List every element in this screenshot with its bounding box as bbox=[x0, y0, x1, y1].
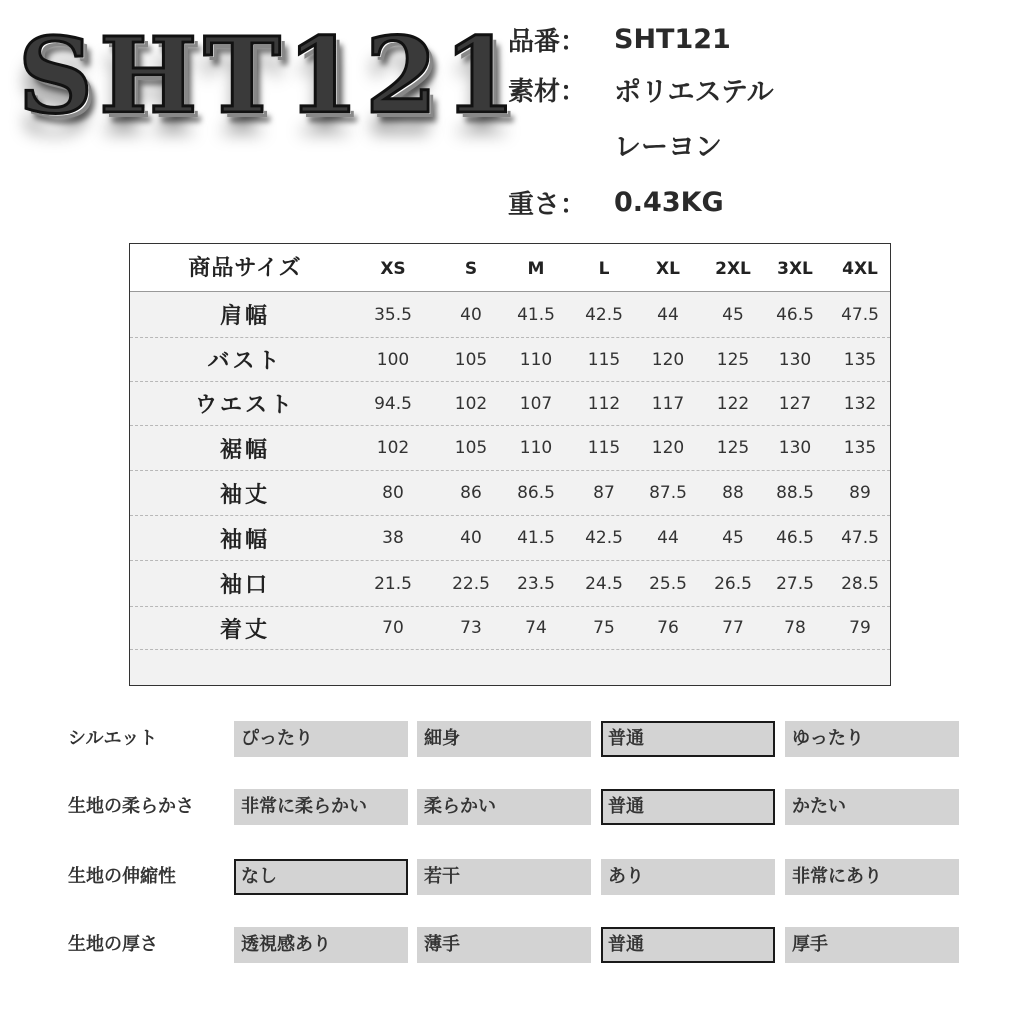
size-cell-4xl: 135 bbox=[843, 349, 877, 370]
size-cell-m: 23.5 bbox=[517, 573, 555, 594]
scale-option: 薄手 bbox=[417, 927, 591, 963]
product-no-value: SHT121 bbox=[614, 23, 731, 55]
size-table-header bbox=[130, 244, 890, 292]
size-cell-2xl: 77 bbox=[722, 618, 744, 638]
product-no-label: 品番： bbox=[508, 26, 587, 57]
scale-option: 非常に柔らかい bbox=[234, 789, 408, 825]
scale-option: かたい bbox=[785, 789, 959, 825]
size-cell-xs: 70 bbox=[382, 618, 404, 638]
scale-option: あり bbox=[601, 859, 775, 895]
table-row bbox=[130, 338, 890, 382]
size-cell-xs: 100 bbox=[376, 349, 410, 370]
scale-option: 非常にあり bbox=[785, 859, 959, 895]
scale-option-selected: 普通 bbox=[601, 927, 775, 963]
size-cell-m: 86.5 bbox=[517, 483, 555, 503]
scale-option-selected: 普通 bbox=[601, 721, 775, 757]
size-cell-l: 24.5 bbox=[585, 573, 623, 594]
table-row bbox=[130, 382, 890, 426]
size-cell-2xl: 88 bbox=[722, 483, 744, 503]
size-table bbox=[129, 243, 891, 686]
table-row bbox=[130, 426, 890, 471]
size-cell-3xl: 130 bbox=[778, 438, 812, 458]
size-cell-m: 110 bbox=[519, 438, 553, 458]
size-cell-3xl: 130 bbox=[778, 349, 812, 370]
spec-row-product-no bbox=[508, 14, 774, 64]
size-cell-s: 102 bbox=[454, 393, 488, 414]
weight-label: 重さ： bbox=[508, 189, 587, 220]
size-cell-3xl: 127 bbox=[778, 393, 812, 414]
size-row-label: バスト bbox=[207, 349, 283, 374]
size-cell-xl: 87.5 bbox=[649, 483, 687, 503]
size-cell-2xl: 45 bbox=[722, 304, 744, 325]
scale-row bbox=[0, 927, 1024, 963]
size-col-m: M bbox=[527, 259, 545, 279]
scale-row bbox=[0, 721, 1024, 757]
size-cell-3xl: 46.5 bbox=[776, 304, 814, 325]
size-cell-4xl: 79 bbox=[849, 618, 871, 638]
size-cell-4xl: 89 bbox=[849, 483, 871, 503]
size-cell-m: 74 bbox=[525, 618, 547, 638]
size-cell-3xl: 88.5 bbox=[776, 483, 814, 503]
size-cell-m: 110 bbox=[519, 349, 553, 370]
size-col-l: L bbox=[598, 259, 610, 279]
size-row-label: 袖幅 bbox=[219, 527, 270, 553]
scale-label: 生地の柔らかさ bbox=[68, 796, 194, 817]
size-header-label: 商品サイズ bbox=[188, 256, 302, 281]
size-cell-l: 42.5 bbox=[585, 304, 623, 325]
size-cell-xl: 120 bbox=[651, 438, 685, 458]
table-row bbox=[130, 607, 890, 650]
size-row-label: 袖口 bbox=[219, 573, 270, 598]
size-col-xl: XL bbox=[656, 259, 680, 279]
size-cell-l: 112 bbox=[587, 393, 621, 414]
size-cell-3xl: 46.5 bbox=[776, 528, 814, 548]
size-cell-xs: 21.5 bbox=[374, 573, 412, 594]
size-cell-4xl: 135 bbox=[843, 438, 877, 458]
scale-option-selected: 普通 bbox=[601, 789, 775, 825]
scale-label: シルエット bbox=[68, 728, 158, 749]
scale-label: 生地の伸縮性 bbox=[68, 866, 176, 887]
size-cell-3xl: 27.5 bbox=[776, 573, 814, 594]
scale-option: 厚手 bbox=[785, 927, 959, 963]
scale-option: 若干 bbox=[417, 859, 591, 895]
size-cell-s: 86 bbox=[460, 483, 482, 503]
spec-row-material-cont bbox=[508, 114, 774, 174]
spec-row-material bbox=[508, 64, 774, 114]
size-cell-xl: 76 bbox=[657, 618, 679, 638]
size-cell-s: 40 bbox=[460, 528, 482, 548]
scale-option: ゆったり bbox=[785, 721, 959, 757]
scale-row bbox=[0, 859, 1024, 895]
size-cell-xl: 44 bbox=[657, 304, 679, 325]
size-cell-s: 73 bbox=[460, 618, 482, 638]
size-cell-2xl: 122 bbox=[716, 393, 750, 414]
size-cell-xl: 117 bbox=[651, 393, 685, 414]
size-cell-4xl: 47.5 bbox=[841, 304, 879, 325]
product-spec bbox=[508, 14, 774, 230]
size-row-label: 袖丈 bbox=[219, 482, 270, 508]
size-col-s: S bbox=[464, 259, 478, 279]
logo-text: SHT121 bbox=[18, 14, 522, 137]
scale-option: 細身 bbox=[417, 721, 591, 757]
scale-option-selected: なし bbox=[234, 859, 408, 895]
material-label: 素材： bbox=[508, 76, 587, 107]
size-cell-l: 42.5 bbox=[585, 528, 623, 548]
size-cell-xs: 94.5 bbox=[374, 393, 412, 414]
size-col-3xl: 3XL bbox=[777, 259, 813, 279]
size-col-2xl: 2XL bbox=[715, 259, 751, 279]
size-cell-s: 105 bbox=[454, 349, 488, 370]
material-value-2: レーヨン bbox=[614, 131, 722, 163]
size-cell-s: 22.5 bbox=[452, 573, 490, 594]
size-cell-l: 115 bbox=[587, 438, 621, 458]
table-row bbox=[130, 471, 890, 516]
scale-option: 透視感あり bbox=[234, 927, 408, 963]
size-cell-xl: 25.5 bbox=[649, 573, 687, 594]
product-logo bbox=[18, 6, 522, 146]
size-cell-2xl: 26.5 bbox=[714, 573, 752, 594]
weight-value: 0.43KG bbox=[614, 186, 724, 218]
size-cell-m: 107 bbox=[519, 393, 553, 414]
size-row-label: ウエスト bbox=[194, 393, 295, 418]
table-row bbox=[130, 561, 890, 607]
size-cell-4xl: 28.5 bbox=[841, 573, 879, 594]
size-row-label: 肩幅 bbox=[219, 304, 270, 329]
size-col-xs: XS bbox=[380, 259, 406, 279]
scale-option: 柔らかい bbox=[417, 789, 591, 825]
size-cell-2xl: 125 bbox=[716, 349, 750, 370]
size-cell-2xl: 125 bbox=[716, 438, 750, 458]
material-value-1: ポリエステル bbox=[614, 76, 774, 108]
size-col-4xl: 4XL bbox=[842, 259, 878, 279]
size-cell-l: 87 bbox=[593, 483, 615, 503]
size-cell-2xl: 45 bbox=[722, 528, 744, 548]
scale-option: ぴったり bbox=[234, 721, 408, 757]
size-cell-xs: 35.5 bbox=[374, 304, 412, 325]
size-cell-xs: 38 bbox=[382, 528, 404, 548]
table-row bbox=[130, 516, 890, 561]
scale-row bbox=[0, 789, 1024, 825]
size-cell-4xl: 132 bbox=[843, 393, 877, 414]
table-row bbox=[130, 292, 890, 338]
size-cell-s: 105 bbox=[454, 438, 488, 458]
size-cell-l: 75 bbox=[593, 618, 615, 638]
scale-label: 生地の厚さ bbox=[68, 934, 158, 955]
size-row-label: 裾幅 bbox=[219, 437, 270, 463]
size-cell-3xl: 78 bbox=[784, 618, 806, 638]
spec-row-weight bbox=[508, 174, 774, 230]
size-cell-s: 40 bbox=[460, 304, 482, 325]
size-cell-l: 115 bbox=[587, 349, 621, 370]
size-cell-xs: 102 bbox=[376, 438, 410, 458]
size-cell-xs: 80 bbox=[382, 483, 404, 503]
size-cell-4xl: 47.5 bbox=[841, 528, 879, 548]
size-row-label: 着丈 bbox=[219, 617, 270, 643]
size-cell-m: 41.5 bbox=[517, 528, 555, 548]
size-cell-xl: 44 bbox=[657, 528, 679, 548]
size-cell-m: 41.5 bbox=[517, 304, 555, 325]
size-cell-xl: 120 bbox=[651, 349, 685, 370]
